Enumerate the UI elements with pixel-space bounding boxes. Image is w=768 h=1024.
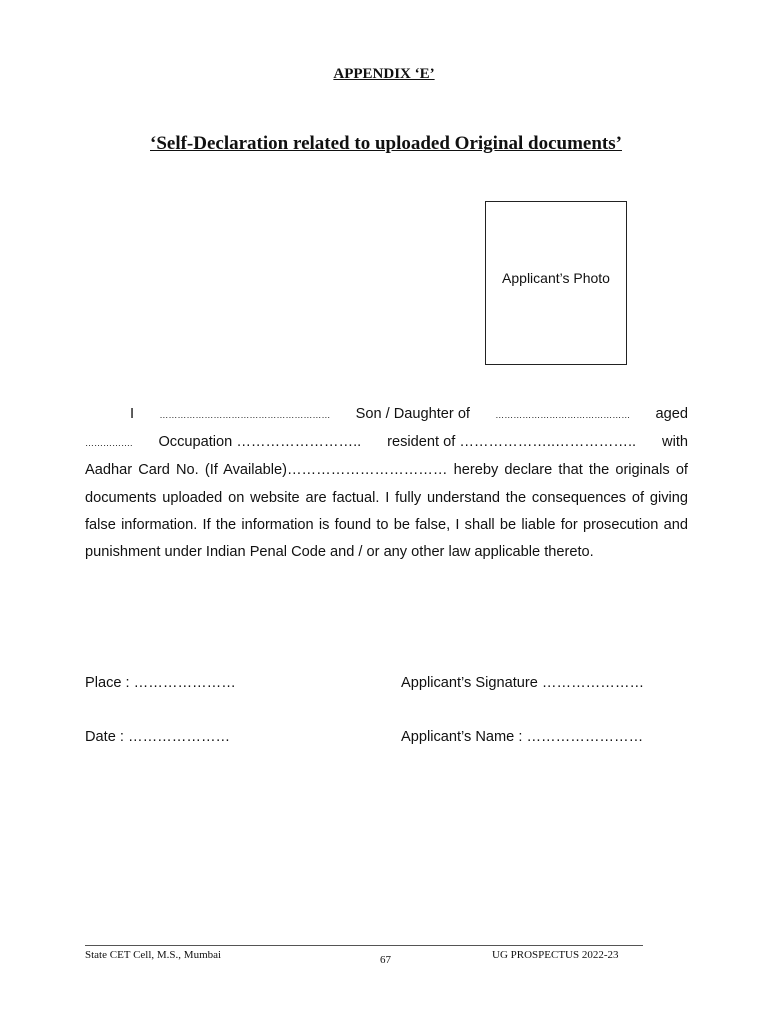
footer-prospectus: UG PROSPECTUS 2022-23 [492,949,619,961]
place-field: Place : ………………… [85,675,236,691]
footer-issuer: State CET Cell, M.S., Mumbai [85,949,222,961]
declaration-line-2 [85,429,688,457]
resident-label: resident of ………………..…………….. [387,434,637,451]
name-blank: ………………………………………………… [159,410,331,420]
page-number: 67 [380,954,391,966]
age-blank: ……………. [85,438,133,449]
pronoun-i: I [130,406,135,422]
occupation-label: Occupation …………………….. [158,434,362,451]
applicant-photo-label: Applicant’s Photo [502,270,610,286]
applicant-photo-box [485,201,627,365]
name-field: Applicant’s Name : …………………… [401,729,644,745]
son-daughter-label: Son / Daughter of [355,406,470,422]
declaration-paragraph: Aadhar Card No. (If Available)…………………………… hereby declare that the originals of documents uploaded on website are factual. I fully understand the consequences of giving false information. If the information is found to be false, I shall be liable for prosecution and punishment under Indian Penal Code and / or any other law applicable thereto. [85,462,688,561]
declaration-line-1 [85,401,688,429]
declaration-body [85,401,688,566]
date-field: Date : ………………… [85,729,231,745]
appendix-heading: APPENDIX ‘E’ [333,66,435,82]
signature-field: Applicant’s Signature ………………… [401,675,645,691]
with-label: with [662,434,688,451]
parent-name-blank: ……………………………………… [495,410,631,420]
footer-divider [85,945,643,946]
aged-label: aged [655,406,688,422]
declaration-title: ‘Self-Declaration related to uploaded Original documents’ [150,133,622,154]
